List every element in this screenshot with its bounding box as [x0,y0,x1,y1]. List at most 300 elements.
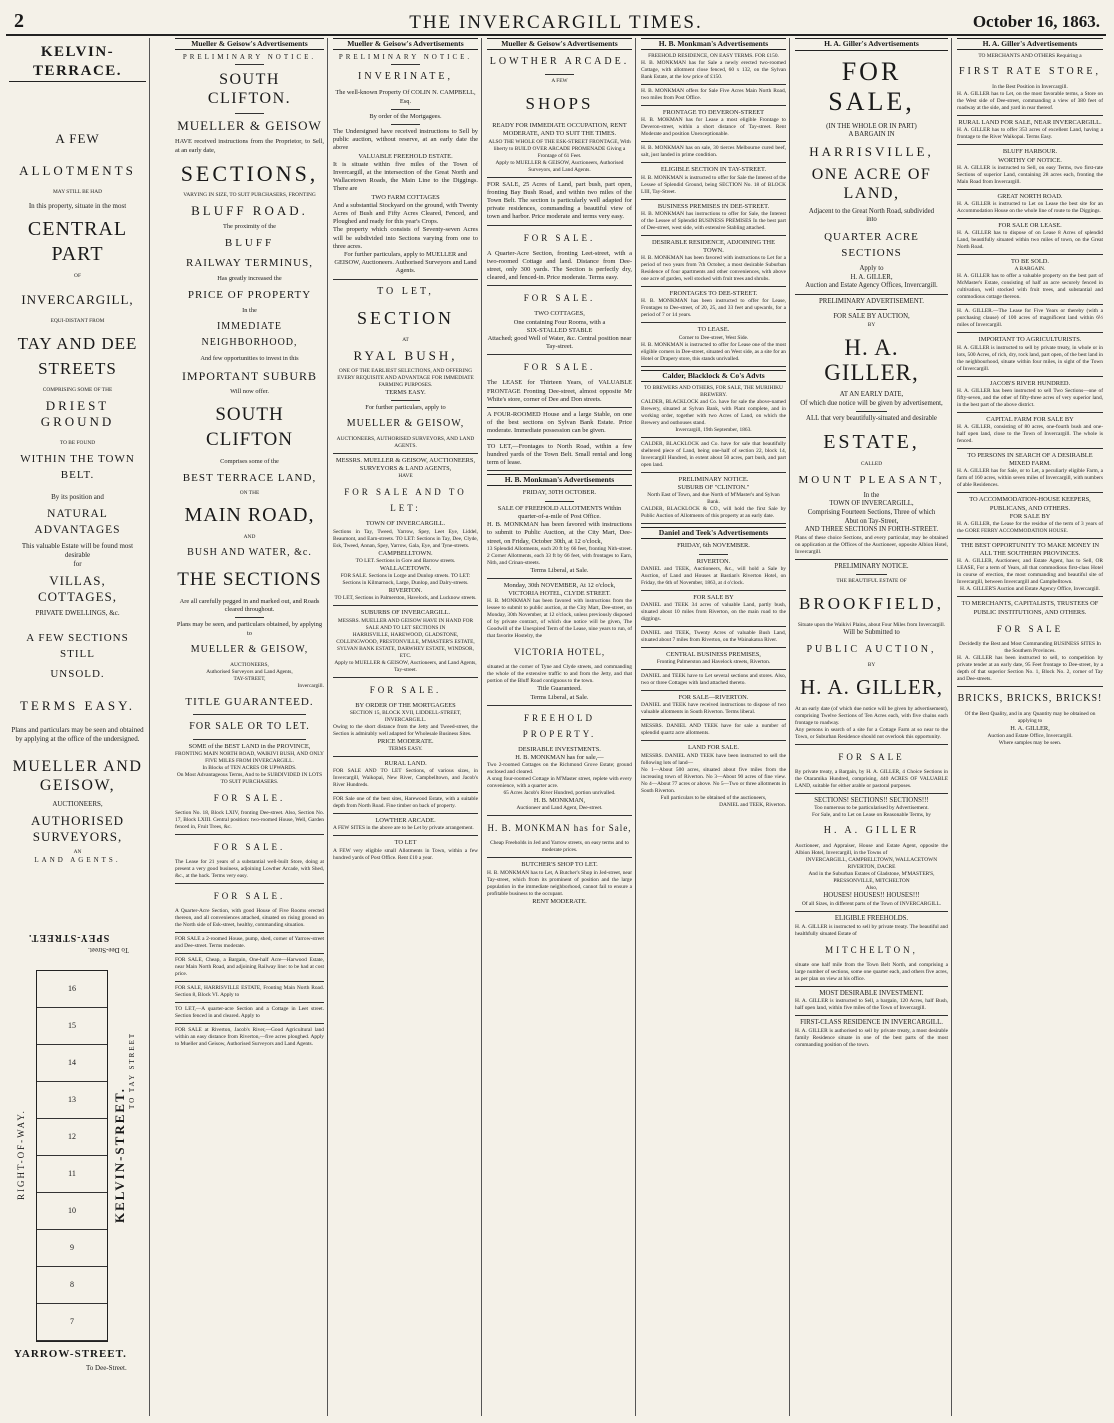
worthy-of-notice: WORTHY OF NOTICE. [998,156,1062,164]
rural-text: H. A. GILLER has to offer 353 acres of excellent Land, having a frontage to the River Waikopai. Terms Easy. [957,127,1103,145]
mitchelton-desc: situate one half mile from the Town Belt North, and comprising a large number of sections, some one quarter each, and others five acres, as per plan on view at his office. [795,962,948,987]
on-the: ON THE [239,490,260,497]
main-road: MAIN ROAD, [184,504,315,527]
suburbs-text: MESSRS. MUELLER AND GEISOW HAVE IN HAND FOR SALE AND TO LET SECTIONS IN [337,617,474,631]
prelim-notice-2: PRELIMINARY NOTICE. [834,562,909,570]
rent-moderate: RENT MODERATE. [532,897,587,905]
a-few: A FEW [551,78,568,85]
in-this-property: In this property, situate in the most [28,202,127,210]
by-order-mortgagees: By order of the Mortgagees. [369,112,442,120]
mueller-and-geisow: MUELLER AND GEISOW, [12,758,143,794]
abut-tay: Abut on Tay-Street, [844,517,899,525]
eligible-tay: ELIGIBLE SECTION IN TAY-STREET. [660,166,767,174]
for-sale-heading: FOR SALE. [213,842,286,853]
most-desirable-text: H. A. GILLER is instructed to Sell, a bargain, 120 Acres, half Bush, half open land, within five miles of the Town of Invercargill. [795,998,948,1016]
persons-text: H. A. GILLER has for Sale, or to Let, a peculiarly eligible Farm, a farm of 160 acres, within seven miles of Invercargill, with numbers of able Residences. [957,468,1103,493]
bluff: BLUFF [224,237,275,250]
business-text: H. B. MONKMAN has instructions to offer for Sale, the Interest of the Lessee of Splendid BUSINESS PREMISES In the best part of Dee-street, west side, with extensive Stabling attached. [641,211,786,236]
mitchelton-text: H. A. GILLER is instructed to sell by private treaty. The beautiful and healthfully situated Estate of [795,923,948,937]
friday-30-october: FRIDAY, 30TH OCTOBER. [522,489,597,497]
two-roomed-house-ad: FOR SALE a 2-roomed House, pump, shed, corner of Yarrow-street and Dee-street. Terms moderate. [175,936,324,954]
freehold-property: FREEHOLD PROPERTY. [522,712,597,739]
sale-lease-text: H. A. GILLER has to dispose of on Lease 8 Acres of splendid Land, beautifully situated within two miles of town, on the Great North Road. [957,230,1103,255]
residence-text: H. B. MONKMAN has been favored with instructions to Let for a period of two years from 7th October, a most desirable Suburban Residence of four apartments and other conveniences, with above one acre of garden, well stocked with fruit trees and shrubs. [641,255,786,287]
monkman-heading: H. B. Monkman's Advertisements [487,474,632,486]
a-bargain-in: A BARGAIN IN [848,131,895,139]
lot: 7 [37,1304,107,1341]
wallacetown: WALLACETOWN. [379,564,432,572]
page-header [6,10,1106,36]
by-applying: by applying at the office of the undersigned. [15,735,140,743]
monday-30-november: Monday, 30th NOVEMBER, At 12 o'clock, [503,581,616,589]
adjacent-north-road: Adjacent to the Great North Road, subdivided [808,207,935,215]
gore-ferry-text: H. A. GILLER, the Lease for the residue of the term of 3 years of the GORE FERRY ACCOMMODATION HOUSE. [957,521,1103,539]
desirable-investments: DESIRABLE INVESTMENTS. [518,745,601,753]
corner-text: H. B. MONKMAN is instructed to offer for Lease one of the most eligible corners in Dee-street, situated on West side, as a site for an Hotel or Drapery store, this stands unrivalled. [641,342,786,367]
lot: 14 [37,1045,107,1082]
ryal-bush: RYAL BUSH, [353,347,458,363]
daniel-sale-text: DANIEL and TEEK, Auctioneers, &c., will hold a Sale by Auction, of Land and Houses at Bastian's Riverton Hotel, on Friday, the 6th of November, 1863, at 4 o'clock. [641,566,786,591]
too-numerous: Too numerous to be particularised by Advertisement. [814,805,929,812]
beautiful-estate: THE BEAUTIFUL ESTATE OF [836,578,907,585]
column-heading: H. A. Giller's Advertisements [795,38,948,51]
central-text: Fronting Palmerston and Havelock streets, Riverton. [641,659,786,670]
estate-office: Auction and Estate Agency Offices, Invercargill. [795,282,948,295]
giller-office: H. A. GILLER'S Auction and Estate Agency Office, Invercargill. [957,586,1103,597]
rural-text: FOR SALE AND TO LET Sections, of various sizes, in Invercargill, Waikopai, New River, Campbelltown, and Jacob's River Hundreds. [333,768,478,793]
to-be-found: TO BE FOUND [59,440,96,446]
tay-dee-streets: TAY AND DEE STREETS [17,334,138,378]
for-sale-heading: FOR SALE. [213,793,286,804]
land-text: MESSRS. DANIEL AND TEEK have been instructed to sell the following lots of land— [641,752,786,766]
otaramika-text: By private treaty, a Bargain, by H. A. GILLER, 4 Choice Sections in the Otaramika Hundred, comprising, 440 ACRES OF VALUABLE LAND, suitable for either arable or pastoral purposes. [795,769,948,794]
invercargill: INVERCARGILL, [21,292,134,307]
to-let-frontages: TO LET,—Frontages to North Road, within a few hundred yards of the Town Belt. Small rental and long term of lease. [487,443,632,472]
may-still-be-had: MAY STILL BE HAD [53,189,102,195]
for-sale-cottages: FOR SALE. [523,293,596,304]
frontages-dee: FRONTAGES TO DEE-STREET. [669,290,758,298]
sections-list: Sections in Tay, Tweed, Yarrow, Spey, Leet Eye, Liddel, Beaumont, and Earn-streets. TO LET: Sections in Tay, Dee, Clyde, Esk, Tweed, Annan, Spey, Yarrow, Gala, Eye, and Tyne-streets. [333,528,478,549]
auct-auth: AUCTIONEERS, AUTHORISED SURVEYORS, AND LAND AGENTS. [333,436,478,454]
best-terrace-land: BEST TERRACE LAND, [182,472,317,485]
situated-text: situated at the corner of Tyne and Clyde streets, and commanding the whole of the extensive traffic to and from the Jetty, and that portion of the Bluff Road contiguous to the town. [487,664,632,685]
messrs-mg: MESSRS. MUELLER & GEISOW, AUCTIONEERS, SURVEYORS & LAND AGENTS, [335,457,476,473]
natural-advantages: NATURAL ADVANTAGES [34,508,121,536]
section-title: SECTION [357,307,454,328]
to-dee-top-label: To Dee-Street. [88,946,129,954]
column-mueller-geisow-1 [172,38,328,1416]
store-text: H. A. GILLER has to Let, on the most favorable terms, a Store on the West side of Dee-street, commanding a view of 380 feet of roadway at the side, and yard in rear thereof. [957,91,1103,116]
tay-text: H. B. MONKMAN is instructed to offer for Sale the Interest of the Lessee of Splendid Ground, being SECTION No. 18 of BLOCK LIII, Tay-Street. [641,175,786,200]
campbelltown-text: TO LET. Sections in Gore and Barrow streets. [355,557,456,564]
harrisville: HARRISVILLE, [809,143,934,159]
section-18-text: Section No. 18, Block LXIV, fronting Dee-street. Also, Section No. 17, Block LXIII. Central position: two-roomed House, Well, Garden fenced in, Fruit Trees, &c. [175,810,324,831]
auctioneers: AUCTIONEERS, [52,800,103,808]
deveron-text: H. B. MOKMAN has for Lease a most eligible Frontage to Deveron-street, within a short distance of Tay-street. Rent Moderate and position Unexceptionable. [641,117,786,142]
terms-easy-2: TERMS EASY. [333,746,478,757]
for-sale-quarter: FOR SALE. [523,232,596,243]
to-let-text: A FEW very eligible small Allotments in Town, within a few hundred yards of Post Office. Rent £10 a year. [333,847,478,861]
allotments-list: 13 Splendid Allotments, each 20 ft by 66 feet, fronting Nith-street. 2 Corner Allotments, each 33 ft by 66 feet, with frontages to Earn, Nith, and Crinan-streets. [487,545,632,566]
lot: 16 [37,971,107,1008]
unsold: UNSOLD. [50,668,105,680]
column-giller-1 [792,38,952,1416]
owing-text: Owing to the short distance from the Jetty and Tweed-street, the Section is admirably well adapted for Wholesale Business Sites. [333,723,478,737]
prelim-advertisement: PRELIMINARY ADVERTISEMENT. [819,297,924,305]
sale-freehold-allotments: SALE OF FREEHOLD ALLOTMENTS Within quarter-of-a-mile of Post Office. [497,504,622,520]
cheap-freeholds: Cheap Freeholds in Jed and Yarrow streets, on easy terms and to moderate prices. [487,840,632,858]
mitchelton: MITCHELTON, [825,944,918,955]
title-guaranteed: TITLE GUARANTEED. [185,695,314,708]
four-roomed-house: A FOUR-ROOMED House and a large Stable, on one of the best sections on Sylvan Bank Estate. Price moderate. Immediate possession can be given. [487,411,632,440]
have-received: HAVE received instructions from the Proprietor, to Sell, at an early date, [175,138,324,154]
hbm-sub: Auctioneer and Land Agent, Dee-street. [487,805,632,816]
for-sale-2: FOR SALE. [369,684,442,695]
giller-name-3: H. A. GILLER [823,825,920,837]
prelim-notice: PRELIMINARY NOTICE. [182,53,317,62]
authorised-label: Authorised Surveyors and Land Agents, [206,668,293,675]
lease-thirteen: The LEASE for Thirteen Years, of VALUABLE FRONTAGE Fronting Dee-street, almost opposite Mr White's store, corner of Dee and Don streets. [487,379,632,408]
daniel-heading: Daniel and Teek's Advertisements [641,527,786,539]
called: CALLED [860,460,883,467]
town-of-invercargill: TOWN OF INVERCARGILL, [829,500,914,508]
cured-beef: H. B. MONKMAN has on sale, 30 tierces Melbourne cured beef, salt, just landed in prime condition. [641,145,786,163]
for-sale-riverton: FOR SALE—RIVERTON. [678,694,749,702]
agriculturists-text: H. A. GILLER is instructed to sell by private treaty, in whole or in lots, 500 Acres, of rich, dry, rock land, part open, of the best land in the neighbourhood, situate within four miles, in sight of the Town of Invercargill. [957,345,1103,377]
bricks: BRICKS, BRICKS, BRICKS! [957,692,1103,704]
prelim-notice: PRELIMINARY NOTICE. [678,475,749,483]
for-sale-by: FOR SALE BY [693,593,734,601]
in-the: In the [863,491,880,499]
one-containing: One containing Four Rooms, with a [513,318,606,326]
bush-and-water: BUSH AND WATER, &c. [187,547,312,559]
have: HAVE [398,473,413,480]
column-heading: H. B. Monkman's Advertisements [641,38,786,50]
land-agents: LAND AGENTS. [34,856,121,864]
inverinate: INVERINATE, [358,71,453,83]
column-monkman-calder-daniel [638,38,790,1416]
for-sale: FOR SALE [996,623,1064,634]
calder-land: CALDER, BLACKLOCK and Co. have for sale that beautifully sheltered piece of Land, being one-half of section 22, block 14, Invercargill Hundred, in extent about 50 acres, part bush, and part open land. [641,441,786,473]
villas-cottages: VILLAS, COTTAGES, [37,573,118,604]
spey-street-label: SPEY-STREET. [28,932,110,943]
terms-liberal: Terms Liberal, at Sale. [487,567,632,579]
sale-let-lease: For Sale, and to Let on Lease on Reasonable Terms, by [812,812,931,819]
giller-sub: Auction and Estate Office, Invercargill. [987,733,1073,740]
daniel-instructions: DANIEL and TEEK have received instructions to dispose of two valuable allotments in South Riverton. Terms liberal. [641,702,786,720]
lot: 13 [37,1082,107,1119]
lots-list: No 1—About 500 acres, situated about five miles from the increasing town of Riverton. No 3—About 90 acres of fine view. No 4—About 77 acres or above. No 5—Two or three allotments in South Riverton. [641,766,786,794]
ready-for-occupation: READY FOR IMMEDIATE OCCUPATION, RENT MODERATE, AND TO SUIT THE TIMES. [492,122,627,138]
rural-land: RURAL LAND. [384,759,427,767]
lowther-text: A FEW SITES in the above are to be Let by private arrangement. [333,825,478,836]
to-be-sold: TO BE SOLD. [1010,258,1050,266]
subdivided: On Most Advantageous Terms, And to be SUBDIVIDED IN LOTS TO SUIT PURCHASERS. [176,772,323,786]
messrs-daniel: MESSRS. DANIEL AND TEEK have for sale a number of splendid quartz acre allotments. [641,723,786,741]
column-heading: Mueller & Geisow's Advertisements [333,38,478,50]
victoria-text: H. B. MONKMAN has been favored with instructions from the lessee to submit to public auction, at the City Mart, Dee-street, on Monday, 30th November, at 12 o'clock, unless previously disposed of by private contract, of which due notice will be given, The Goodwill of the Unexpired Term of the Lease, nine years to run, of that favorite Hostelry, the [487,598,632,640]
lot: 9 [37,1230,107,1267]
in-blocks: In Blocks of TEN ACRES OR UPWARDS. [202,765,297,772]
giller-big-2: H. A. GILLER, [799,674,944,699]
all-that: ALL that very beautifully-situated and desirable [806,415,937,423]
will-now-offer: Will now offer. [230,387,269,395]
daniel-twenty-acres: DANIEL and TEEK, Twenty Acres of valuable Bush Land, situated about 7 miles from Riverton, on the Wainakatoa River. [641,630,786,648]
immediate-neighborhood: IMMEDIATE NEIGHBORHOOD, [201,321,298,349]
sections-x3: SECTIONS! SECTIONS!! SECTIONS!!! [814,796,929,804]
giller-name: H. A. GILLER, [1010,724,1050,732]
tay-street: TAY-STREET, [233,675,266,682]
65-acres: 65 Acres Jacob's River Hundred, portion unrivalled. [503,790,616,797]
calder-clinton-sale: CALDER, BLACKLOCK & CO., will hold the first Sale by Public Auction of Allotments of this property at an early date. [641,506,786,524]
bluff-text: H. A. GILLER is instructed to Sell, on easy Terms, two first-rate Sections of superior Land, containing 28 acres each, fronting the Main Road from Invercargill. [957,165,1103,190]
kelvin-street-label: KELVIN-STREET. [112,1087,127,1224]
acc-for-sale-by: FOR SALE BY [1009,512,1051,520]
plans-text: Plans of these choice Sections, and every particular, may be obtained on application at the Offices of the Auctioneer, opposite Albion Hotel, Invercargill. [795,535,948,560]
lot: 12 [37,1119,107,1156]
riverton-1: RIVERTON. [696,557,731,565]
first-class-residence: FIRST-CLASS RESIDENCE IN INVERCARGILL. [800,1019,943,1027]
two-farm-cottages: TWO FARM COTTAGES [371,193,440,201]
whole-or-part: (IN THE WHOLE OR IN PART) [826,122,917,130]
harrisville-ad: FOR SALE, HARRISVILLE ESTATE, Fronting Main North Road. Section 8, Block VI. Apply to [175,985,324,1003]
apply: Apply to MUELLER & GEISOW, Auctioneers, and Land Agents, Tay-street. [333,660,478,678]
lot: 11 [37,1156,107,1193]
estate-big: ESTATE, [823,430,920,453]
town-invercargill: TOWN OF INVERCARGILL. [365,520,446,528]
giller-big: H. A. GILLER, [824,334,919,385]
mg-name: MUELLER & GEISOW, [190,643,309,655]
calder-date: Invercargill, 19th September, 1863. [641,427,786,438]
the-sections: THE SECTIONS [177,569,322,591]
best-position: In the Best Position in Invercargill. [992,84,1068,91]
suburb-names: HARRISVILLE, HAREWOOD, GLADSTONE, COLLINGWOOD, PRESTONVILLE, M'MASTER'S ESTATE, SYLVAN BANK ESTATE, DARWHEY ESTATE, WINDSOR, ETC. [336,631,475,659]
persons-mixed-farm: TO PERSONS IN SEARCH OF A DESIRABLE MIXED FARM. [967,452,1093,468]
quarter-acre-leet: A Quarter-Acre Section, fronting Leet-street, with a two-roomed Cottage and land. Distance from Dee-street, only 300 yards. The Section is perfectly dry, cleared, and fenced-in. Price moderate. Terms easy. [487,250,632,287]
also-label: Also, [865,885,878,892]
business-dee: BUSINESS PREMISES IN DEE-STREET. [657,202,770,210]
for-sale-heading: FOR SALE. [213,891,286,902]
private-dwellings: PRIVATE DWELLINGS, &c. [35,609,120,617]
undersigned-text: The Undersigned have received instructions to Sell by public auction, without reserve, at an early date the above [333,128,478,152]
lowther-arcade: LOWTHER ARCADE. [489,56,630,68]
property-text: The property which consists of Seventy-seven Acres will be subdivided into Sections varying from one to three acres. [333,226,478,250]
terms-liberal-2: Terms Liberal, at Sale. [487,694,632,706]
riverton: RIVERTON. [388,587,423,595]
three-forth: AND THREE SECTIONS IN FORTH-STREET. [804,526,939,534]
land-for-sale: LAND FOR SALE. [688,744,739,752]
lowther-arcade: LOWTHER ARCADE. [375,817,436,825]
riverton-text: TO LET, Sections in Palmerston, Havelock, and Lucknow streets. [333,595,478,606]
frontage-deveron: FRONTAGE TO DEVERON-STREET [662,109,765,117]
further-particulars-2: For further particulars, apply to [365,403,446,411]
terms-easy: TERMS EASY. [19,698,136,713]
for-sale-or-let: FOR SALE OR TO LET. [189,720,310,732]
daniel-let: DANIEL and TEEK have to Let several sections and stores. Also, two or three Cottages with land attached thereto. [641,673,786,691]
an-label: AN [73,849,82,855]
wallacetown-text: FOR SALE. Sections in Lorge and Dunlop streets. TO LET: Sections in Kilmarnock, Large, Dunlop, and Dalry-streets. [340,573,471,587]
victoria-hotel: VICTORIA HOTEL, [513,647,606,658]
capital-text: H. A. GILLER, consisting of 80 acres, one-fourth bush and one-half open land, close to the Town of Invercargill. The whole is fenced. [957,424,1103,449]
by-label-2: BY [867,661,876,668]
title-guaranteed: Title Guaranteed. [537,685,582,693]
quarter-acre-text: A Quarter-Acre Section, with good House of Five Rooms erected thereon, and all conveniences attached, situated on rising ground on the North side of Esk-street, healthy, commanding situation. [175,908,324,929]
sale-by-auction: FOR SALE BY AUCTION, [833,313,910,321]
section-liddell: SECTION 15, BLOCK XVII, LIDDELL-STREET, INVERCARGILL. [349,709,462,723]
first-class-text: H. A. GILLER is authorised to sell by private treaty, a most desirable family Residence situate in one of the best parts of the most commanding position of the town. [795,1027,948,1048]
to-dee-bottom-label: To Dee-Street. [86,1364,127,1372]
by-its-position: By its position and [51,493,104,501]
corner-dee: Corner to Dee-street, West Side. [678,334,749,341]
lease-five-years: H. A. GILLER.—The Lease for Five Years or thereby (with a purchasing clause) of 100 acres of magnificent land within 6½ miles of Invercargill. [957,308,1103,333]
allotments: ALLOTMENTS [19,163,136,178]
page-number: 2 [14,10,24,32]
column-mueller-geisow-2 [330,38,482,1416]
lot: 15 [37,1008,107,1045]
for-sale-to-let: FOR SALE AND TO LET: [344,487,467,514]
two-cottages: TWO COTTAGES, [534,310,585,318]
monkman-for-sale: H. B. MONKMAN has for sale,— [515,753,604,761]
newspaper-title: THE INVERCARGILL TIMES. [409,12,703,33]
within-town-belt: WITHIN THE TOWN BELT. [20,453,135,481]
clinton-text: North East of Town, and due North of M'Master's and Sylvan Bank. [647,492,780,506]
important-agriculturists: IMPORTANT TO AGRICULTURISTS. [978,336,1082,344]
by-label: BY [867,321,876,328]
jacobs-text: H. A. GILLER has been instructed to sell Two Sections—one of fifty-seven, and the other of fifty-three acres of very superior land, in the best part of the above district. [957,388,1103,413]
giller-name: H. A. GILLER, [850,273,893,281]
equidistant: EQUI-DISTANT FROM [50,318,105,324]
authorised-surveyors: AUTHORISED SURVEYORS, [30,813,125,844]
kelvin-terrace-plan [8,930,143,1400]
decidedly-text: H. A. GILLER has been instructed to sell, to competition by private tender at an early date, 95 Feet frontage to Dee-street, by a depth of that superior Section No. 1, Block No. 2, corner of Tay and Dee-streets. [957,655,1103,687]
daniel-signature: DANIEL and TEEK, Riverton. [719,801,786,808]
most-desirable: MOST DESIRABLE INVESTMENT. [819,989,924,997]
lease-store-text: The Lease for 21 years of a substantial well-built Store, doing at present a very good business, adjoining Lowther Arcade, with Shed, &c., at the back. Terms very easy. [175,859,324,880]
cheap-half-acre-ad: FOR SALE, Cheap, a Bargain, One-half Acre—Harwood Estate, near Main North Road, and adjoining Railway line: to be had at cost price. [175,957,324,982]
stockyard-text: And a substantial Stockyard on the ground, with Twenty Acres of Bush and Fifty Acres Cleared, Fenced, and Ploughed and ready for this year's Crops. [333,201,478,226]
comprises: Comprises some of the [220,457,279,465]
lots-plan [36,970,108,1342]
well-known-property: The well-known Property Of COLIN N. CAMPBELL, Esq. [335,89,476,105]
few-sections-still: A FEW SECTIONS STILL [26,632,129,660]
auctioneer-appraiser: Auctioneer, and Appraiser, House and Estate Agent, opposite the Albion Hotel, Invercargill, in the Towns of [795,843,948,857]
column-mueller-monkman [484,38,636,1416]
brewers-text: CALDER, BLACKLOCK and Co. have for sale the above-named Brewery, situated at Sylvan Bank, with Plant complete, and in working order, together with two Acres of Land, on which the Brewery and outhouses stand. [641,398,786,426]
lot: 10 [37,1193,107,1230]
apply-lowther: Apply to MUELLER & GEISOW, Auctioneers, Authorised Surveyors, and Land Agents. [487,160,632,178]
in-the: In the [242,307,257,315]
valuable-freehold: VALUABLE FREEHOLD ESTATE. [358,152,453,160]
monkman-for-sale-2: H. B. MONKMAN has for Sale, [487,823,632,834]
and-label: AND [243,534,256,541]
by-order-2: BY ORDER OF THE MORTGAGEES [355,701,456,709]
quarter-acre-sections: QUARTER ACRE SECTIONS [824,230,919,259]
bluff-road: BLUFF ROAD. [191,202,308,218]
south-clifton-big: SOUTH CLIFTON [206,403,293,450]
sale-25-acres: FOR SALE, 25 Acres of Land, part bush, part open, fronting Bay Bush Road, and within two miles of the Town Belt. The section is particularly well adapted for private residences, commanding a beautiful view of town and harbor. Price moderate and terms very easy. [487,181,632,226]
comprising: COMPRISING SOME OF THE [42,387,113,393]
terms-easy: TERMS EASY. [385,388,426,396]
accommodation-keepers: TO ACCOMMODATION-HOUSE KEEPERS, PUBLICANS, AND OTHERS. [969,496,1091,512]
victoria-hotel-heading: VICTORIA HOTEL, CLYDE STREET. [508,590,611,598]
hbm-name: H. B. MONKMAN, [533,797,586,805]
further-particulars: For further particulars, apply to MUELLER and GEISOW, Auctioneers. Authorised Surveyors and Land Agents. [333,251,478,280]
plans-seen: Plans may be seen, and particulars obtained, by applying to [176,621,323,637]
column-heading: Mueller & Geisow's Advertisements [175,38,324,50]
great-north-text: H. A. GILLER is instructed to Let on Lease the best site for an Accommodation House on the whole line of route to the Diggings. [957,201,1103,219]
railway-terminus: RAILWAY TERMINUS, [185,257,313,270]
issue-date: October 16, 1863. [972,12,1100,31]
public-auction: PUBLIC AUCTION, [806,643,937,655]
for-sale-lease: FOR SALE. [523,362,596,373]
column-heading: H. A. Giller's Advertisements [957,38,1103,50]
great-north-road: GREAT NORTH ROAD. [997,192,1063,200]
waikivi-plains: Situate upon the Waikivi Plains, about Four Miles from Invercargill. [797,622,946,629]
twelve-sections: At an early date (of which due notice will be given by advertisement), comprising Twelve Sections of Ten Acres each, with five chains each frontage to roadway. [795,705,948,726]
bluff-harbour: BLUFF HARBOUR. [1002,148,1058,156]
shops: SHOPS [525,94,594,114]
are-all-pegged: Are all carefully pegged in and marked out, and Roads cleared throughout. [179,598,320,614]
riverton-ad: FOR SALE at Riverton, Jacob's River,—Good Agricultural land within an easy distance from Riverton,—five acres ploughed. Apply to Mueller and Geisow, Authorised Surveyors and Land Agents. [175,1027,324,1048]
frontages-text: H. B. MONKMAN has been instructed to offer for Lease, Frontages to Dee-street, of 20, 25, and 33 feet and upwards, for a period of 7 or 14 years. [641,298,786,323]
kelvin-terrace-heading: KELVIN-TERRACE. [9,43,146,82]
for-label: for [73,560,82,568]
freehold-residence: FREEHOLD RESIDENCE, ON EASY TERMS. FOR £150. [648,53,779,60]
at-label: AT [402,336,409,343]
greatly-increased: Has greatly increased the [217,275,282,283]
to-let-quarter-ad: TO LET,—A quarter-acre Section and a Cottage in Leet street. Section fenced in and cleared. Apply to [175,1006,324,1024]
six-stalled-stable: SIX-STALLED STABLE [526,326,593,334]
capital-farm: CAPITAL FARM FOR SALE BY [986,415,1074,423]
one-acre-of-land: ONE ACRE OF LAND, [811,165,932,202]
freehold-text: H. B. MONKMAN has for Sale a newly erected two-roomed Cottage, with allotment close fenced, 60 x 132, on the Sylvan Bank Estate, at the low price of £150. [641,60,786,85]
varying-in-size: VARYING IN SIZE, TO SUIT PURCHASERS, FRONTING [183,191,316,198]
apply-to: Apply to [859,264,884,272]
plans-particulars: Plans and particulars may be seen and obtained [11,726,144,734]
first-rate-store: FIRST RATE STORE, [958,66,1102,78]
column-giller-2 [954,38,1106,1416]
right-of-way-label: RIGHT-OF-WAY. [16,1109,26,1201]
suburban-estates: And in the Suburban Estates of Gladstone, M'MASTER'S, PRESSONVILLE, MITCHELTON [808,871,935,885]
to-be-sold-text: H. A. GILLER has to offer a valuable property on the best part of McMaster's Estate, consisting of half an acre securely fenced in cultivation, well stocked with fruit trees, and substantial and commodious cottage thereon. [957,273,1103,305]
sites-text: FOR Sale one of the best sites, Harewood Estate, with a suitable depth from North Road. Fine timber on back of property. [333,796,478,814]
towns-list: INVERCARGILL, CAMPBELLTOWN, WALLACETOWN RIVERTON, DACRE [805,857,938,871]
prelim-notice: PRELIMINARY NOTICE. [338,53,473,62]
full-particulars: Full particulars to be obtained of the auctioneers, [660,794,767,801]
this-valuable: This valuable Estate will be found most desirable [21,542,134,559]
mg-big: MUELLER & GEISOW, [346,418,465,430]
a-bargain: A BARGAIN. [1014,266,1046,273]
one-of-earliest: ONE OF THE EARLIEST SELECTIONS, AND OFFERING EVERY REQUISITE AND ADVANTAGE FOR IMMEDIATE FARMING PURPOSES. [337,367,474,388]
central-business: CENTRAL BUSINESS PREMISES, [666,651,761,659]
proximity: The proximity of the [222,222,277,230]
suburb-clinton: SUBURB OF "CLINTON." [677,484,750,492]
lot: 8 [37,1267,107,1304]
to-let-2: TO LET [394,839,417,847]
to-lease: TO LEASE. [697,326,730,334]
central-part: CENTRAL PART [27,218,128,265]
two-cottages-richmond: Two 2-roomed Cottages on the Richmond Grove Estate; ground enclosed and cleared. [487,762,632,776]
of-label: OF [74,273,81,279]
column-heading: Mueller & Geisow's Advertisements [487,38,632,50]
driest-ground: DRIEST GROUND [40,398,115,429]
suburbs: SUBURBS OF INVERCARGILL. [360,609,451,617]
comprising-fourteen: Comprising Fourteen Sections, Three of which [807,508,936,516]
a-few: A FEW [55,131,100,146]
for-sale-2: FOR SALE [838,751,905,762]
invercargill-sig: Invercargill. [297,682,324,689]
monkman-instructions: H. B. MONKMAN has been favored with instructions to submit to Public Auction, at the City Mart, Dee-street, on Friday, October 30th, at 12 o'clock, [487,521,632,545]
